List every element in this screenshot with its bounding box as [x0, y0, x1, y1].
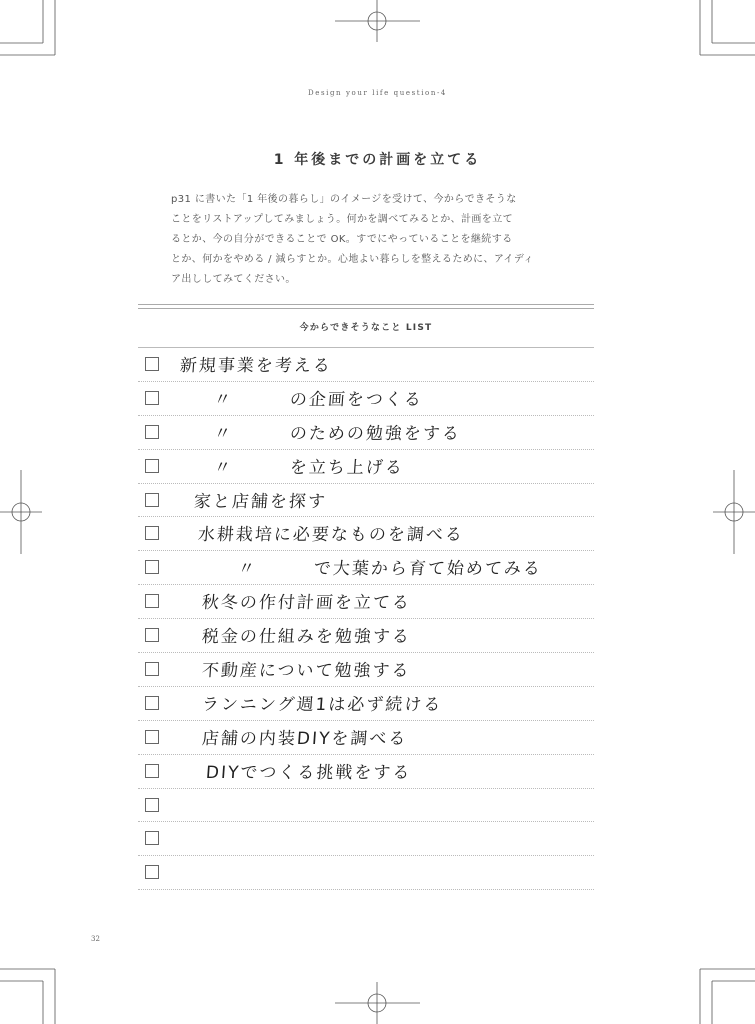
list-row: [138, 382, 594, 416]
checkbox[interactable]: [145, 425, 159, 439]
list-row: [138, 822, 594, 856]
list-item-text: 〃 を立ち上げる: [213, 457, 405, 478]
list-row: [138, 348, 594, 382]
list-row: [138, 450, 594, 484]
checkbox[interactable]: [145, 628, 159, 642]
checkbox[interactable]: [145, 798, 159, 812]
list-item-text: 店舗の内装DIYを調べる: [201, 728, 409, 749]
checkbox[interactable]: [145, 764, 159, 778]
list-item-text: 〃 の企画をつくる: [213, 389, 424, 410]
intro-line: ことをリストアップしてみましょう。何かを調べてみるとか、計画を立て: [171, 214, 513, 225]
list-item-text: 不動産について勉強する: [201, 661, 412, 682]
checkbox[interactable]: [145, 357, 159, 371]
page-title: 1 年後までの計画を立てる: [273, 152, 482, 168]
checkbox[interactable]: [145, 560, 159, 574]
list-row: [138, 856, 594, 890]
checkbox[interactable]: [145, 391, 159, 405]
list-row: [138, 755, 594, 789]
intro-line: p31 に書いた「1 年後の暮らし」のイメージを受けて、今からできそうな: [171, 194, 517, 205]
list-row: [138, 687, 594, 721]
list-row: [138, 484, 594, 518]
intro-line: るとか、今の自分ができることで OK。すでにやっていることを継続する: [171, 234, 513, 245]
checkbox[interactable]: [145, 831, 159, 845]
list-row: [138, 517, 594, 551]
page-number: 32: [91, 935, 100, 943]
list-item-text: ランニング週1は必ず続ける: [201, 694, 444, 715]
checkbox[interactable]: [145, 865, 159, 879]
list-row: [138, 585, 594, 619]
list-item-text: 新規事業を考える: [179, 356, 333, 376]
list-item-text: 〃 で大葉から育て始めてみる: [237, 559, 543, 580]
checkbox[interactable]: [145, 526, 159, 540]
list-item-text: 家と店舗を探す: [193, 491, 328, 512]
intro-text: [171, 190, 571, 290]
intro-line: とか、何かをやめる / 減らすとか。心地よい暮らしを整えるために、アイディ: [171, 254, 534, 265]
list-row: [138, 653, 594, 687]
running-header: Design your life question-4: [307, 89, 447, 97]
checkbox[interactable]: [145, 493, 159, 507]
list-row: [138, 619, 594, 653]
list-item-text: DIYでつくる挑戦をする: [205, 762, 413, 783]
list-item-text: 水耕栽培に必要なものを調べる: [197, 525, 465, 546]
todo-list: [138, 304, 594, 890]
checkbox[interactable]: [145, 662, 159, 676]
checkbox[interactable]: [145, 730, 159, 744]
list-row: [138, 789, 594, 823]
checkbox[interactable]: [145, 594, 159, 608]
list-item-text: 秋冬の作付計画を立てる: [201, 593, 412, 614]
list-row: [138, 416, 594, 450]
list-item-text: 〃 のための勉強をする: [213, 423, 462, 444]
checkbox[interactable]: [145, 459, 159, 473]
list-top-rule: [138, 304, 594, 305]
list-item-text: 税金の仕組みを勉強する: [201, 627, 412, 648]
list-row: [138, 551, 594, 585]
list-title: 今からできそうなこと LIST: [138, 309, 594, 348]
list-row: [138, 721, 594, 755]
intro-line: ア出ししてみてください。: [171, 274, 296, 285]
checkbox[interactable]: [145, 696, 159, 710]
